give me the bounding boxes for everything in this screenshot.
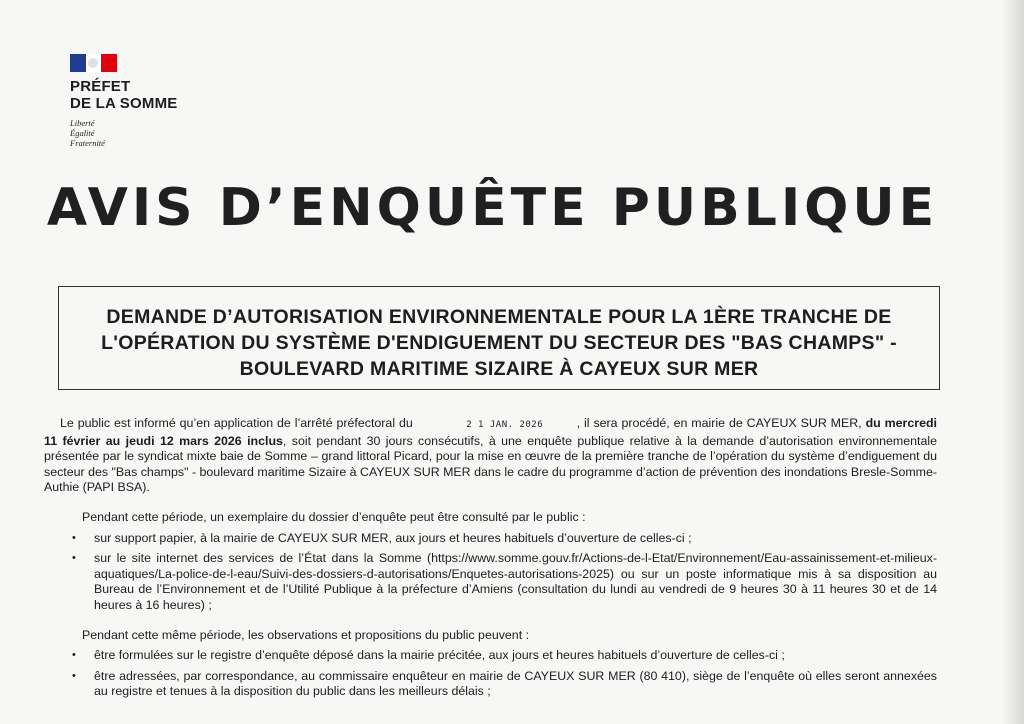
observations-section	[44, 628, 937, 644]
date-stamp: 2 1 JAN. 2026	[466, 420, 544, 430]
consultation-section	[44, 510, 937, 526]
republic-motto: Liberté Égalité Fraternité	[70, 118, 105, 148]
subject-line: DEMANDE D’AUTORISATION ENVIRONNEMENTALE POUR LA 1ÈRE TRANCHE DE	[106, 306, 892, 328]
inquiry-dates: du mercredi 11 février au jeudi 12 mars 2026 inclus	[44, 416, 937, 448]
intro-paragraph: Le public est informé qu’en application de l’arrêté préfectoral du 2 1 JAN. 2026 , il sera procédé, en mairie de CAYEUX SUR MER, du mercredi 11 février au jeudi 12 mars 2026 inclus, soit pendant 30 jours consécutifs, à une enquête publique relative à la demande d’autorisation environnementale présentée par le syndicat mixte baie de Somme – grand littoral Picard, pour la mise en œuvre de la première tranche de l’opération du système d’endiguement du secteur des "Bas champs" - boulevard maritime Sizaire à CAYEUX SUR MER dans le cadre du programme d’action de prévention des inondations Bresle-Somme-Authie (PAPI BSA).	[44, 416, 937, 495]
section-heading: Pendant cette même période, les observations et propositions du public peuvent :	[82, 627, 530, 642]
subject-line: BOULEVARD MARITIME SIZAIRE À CAYEUX SUR MER	[239, 358, 759, 380]
marianne-flag-icon	[70, 54, 117, 72]
list-item: • sur support papier, à la mairie de CAYEUX SUR MER, aux jours et heures habituels d’ouverture de celles-ci ;	[72, 531, 937, 547]
page-title: AVIS D’ENQUÊTE PUBLIQUE	[46, 178, 939, 238]
page-edge-shadow	[1002, 0, 1024, 724]
prefecture-name: PRÉFET DE LA SOMME	[70, 78, 178, 112]
notice-body	[44, 416, 937, 700]
prefecture-logo	[70, 54, 230, 148]
list-item: • sur le site internet des services de l’État dans la Somme (https://www.somme.gouv.fr/Actions-de-l-Etat/Environnement/Eau-assainissement-et-milieux-aquatiques/La-police-de-l-eau/Suivi-des-dossiers-d-autorisations/Enquetes-autorisations-2025) ou sur un poste informatique mis à sa disposition au Bureau de l’Environnement et de l’Utilité Publique à la préfecture d’Amiens (consultation du lundi au vendredi de 9 heures 30 à 11 heures 30 et de 14 heures à 16 heures) ;	[72, 551, 937, 613]
list-item: • être formulées sur le registre d’enquête déposé dans la mairie précitée, aux jours et heures habituels d’ouverture de celles-ci ;	[72, 648, 937, 664]
consultation-list	[44, 531, 937, 614]
observations-list	[44, 648, 937, 700]
list-item: • être adressées, par correspondance, au commissaire enquêteur en mairie de CAYEUX SUR MER (80 410), siège de l’enquête où elles seront annexées au registre et tenues à la disposition du public dans les meilleurs délais ;	[72, 669, 937, 700]
subject-box	[58, 286, 940, 390]
section-heading: Pendant cette période, un exemplaire du dossier d’enquête peut être consulté par le public :	[82, 509, 586, 524]
subject-line: L'OPÉRATION DU SYSTÈME D'ENDIGUEMENT DU SECTEUR DES "BAS CHAMPS" -	[101, 332, 897, 354]
